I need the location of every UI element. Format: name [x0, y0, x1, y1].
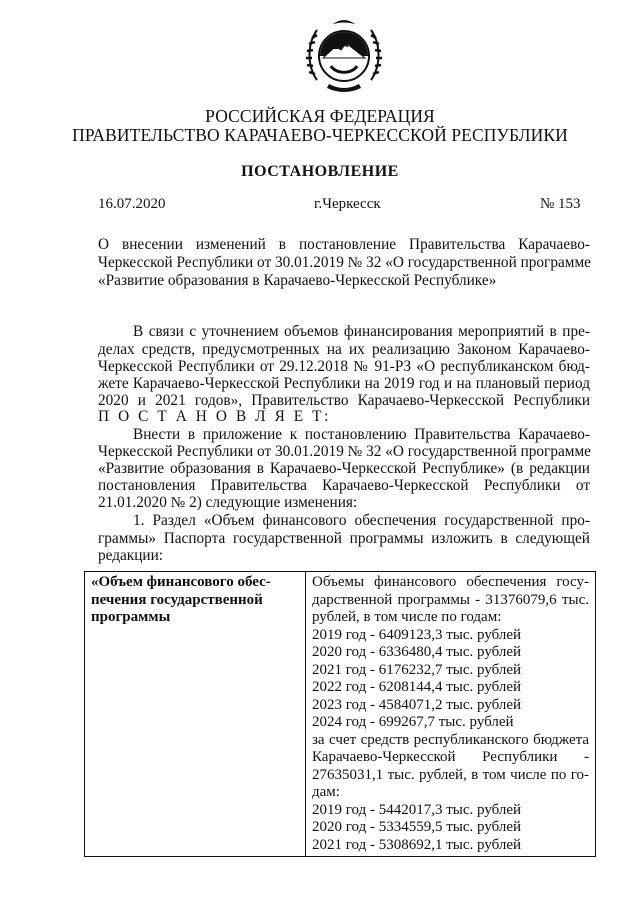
body-line: граммы» Паспорта государственной программы изложить в следующей — [98, 530, 590, 547]
value-line: 2022 год - 6208144,4 тыс. рублей — [312, 679, 522, 695]
body-line: постановления Правительства Карачаево-Черкесской Республики от — [98, 477, 590, 494]
subject-line: Черкесской Республики от 30.01.2019 № 32 «О государственной программе — [98, 254, 591, 271]
value-line: дарственной программы - 31376079,6 тыс. — [312, 591, 589, 608]
body-line: Черкесской Республики от 30.01.2019 № 32 «О государственной программе — [98, 443, 591, 460]
preamble-line: делах средств, предусмотренных на их реализацию Законом Карачаево- — [98, 341, 590, 358]
value-line: рублей, в том числе по годам: — [312, 609, 502, 625]
header-country: РОССИЙСКАЯ ФЕДЕРАЦИЯ — [205, 106, 435, 126]
value-line: за счет средств республиканского бюджета — [312, 731, 589, 748]
document-city: г.Черкесск — [314, 196, 381, 212]
value-line: 27635031,1 тыс. рублей, в том числе по го- — [312, 766, 589, 783]
body-line: Внести в приложение к постановлению Правительства Карачаево- — [133, 426, 590, 443]
value-line: 2023 год - 4584071,2 тыс. рублей — [312, 696, 522, 713]
value-line: Объемы финансового обеспечения госу- — [312, 574, 589, 590]
value-line: 2019 год - 5442017,3 тыс. рублей — [312, 801, 522, 818]
decree-word: П О С Т А Н О В Л Я Е Т: — [98, 408, 331, 425]
table-row — [85, 572, 596, 857]
label-line: программы — [91, 609, 171, 625]
document-type-title: ПОСТАНОВЛЕНИЕ — [241, 163, 399, 180]
value-line: дам: — [312, 784, 340, 800]
table-cell-value — [306, 572, 596, 857]
value-line: 2021 год - 5308692,1 тыс. рублей — [312, 836, 522, 853]
document-number: № 153 — [540, 196, 581, 212]
preamble-line: В связи с уточнением объемов финансирования мероприятий в пре- — [133, 323, 590, 340]
body-line: редакции: — [98, 547, 164, 564]
table-cell-label — [85, 572, 306, 857]
value-line: 2021 год - 6176232,7 тыс. рублей — [312, 661, 522, 678]
preamble-line: жете Карачаево-Черкесской Республики на 2019 год и на плановый период — [98, 375, 590, 392]
label-line: печения государственной — [91, 591, 263, 608]
subject-line: «Развитие образования в Карачаево-Черкесской Республике» — [98, 272, 497, 289]
preamble-line: Черкесской Республики от 29.12.2018 № 91-РЗ «О республиканском бюд- — [98, 358, 590, 375]
header-government: ПРАВИТЕЛЬСТВО КАРАЧАЕВО-ЧЕРКЕССКОЙ РЕСПУБЛИКИ — [72, 125, 568, 145]
coat-of-arms-emblem — [303, 14, 385, 96]
body-line: 1. Раздел «Объем финансового обеспечения государственной про- — [133, 512, 590, 529]
program-passport-table — [84, 571, 596, 857]
value-line: Карачаево-Черкесской Республики - — [312, 749, 589, 765]
karachay-cherkessia-coat-of-arms-icon — [303, 14, 385, 96]
value-line: 2019 год - 6409123,3 тыс. рублей — [312, 626, 522, 643]
subject-line: О внесении изменений в постановление Правительства Карачаево- — [98, 236, 590, 253]
value-line: 2020 год - 6336480,4 тыс. рублей — [312, 644, 522, 660]
document-date: 16.07.2020 — [98, 196, 166, 212]
value-line: 2024 год - 699267,7 тыс. рублей — [312, 714, 514, 730]
body-line: 21.01.2020 № 2) следующие изменения: — [98, 494, 358, 511]
body-line: «Развитие образования в Карачаево-Черкесской Республике» (в редакции — [98, 460, 590, 477]
label-line: «Объем финансового обес- — [91, 574, 271, 590]
value-line: 2020 год - 5334559,5 тыс. рублей — [312, 819, 522, 835]
preamble-line: 2020 и 2021 годов», Правительство Карачаево-Черкесской Республики — [98, 392, 590, 409]
